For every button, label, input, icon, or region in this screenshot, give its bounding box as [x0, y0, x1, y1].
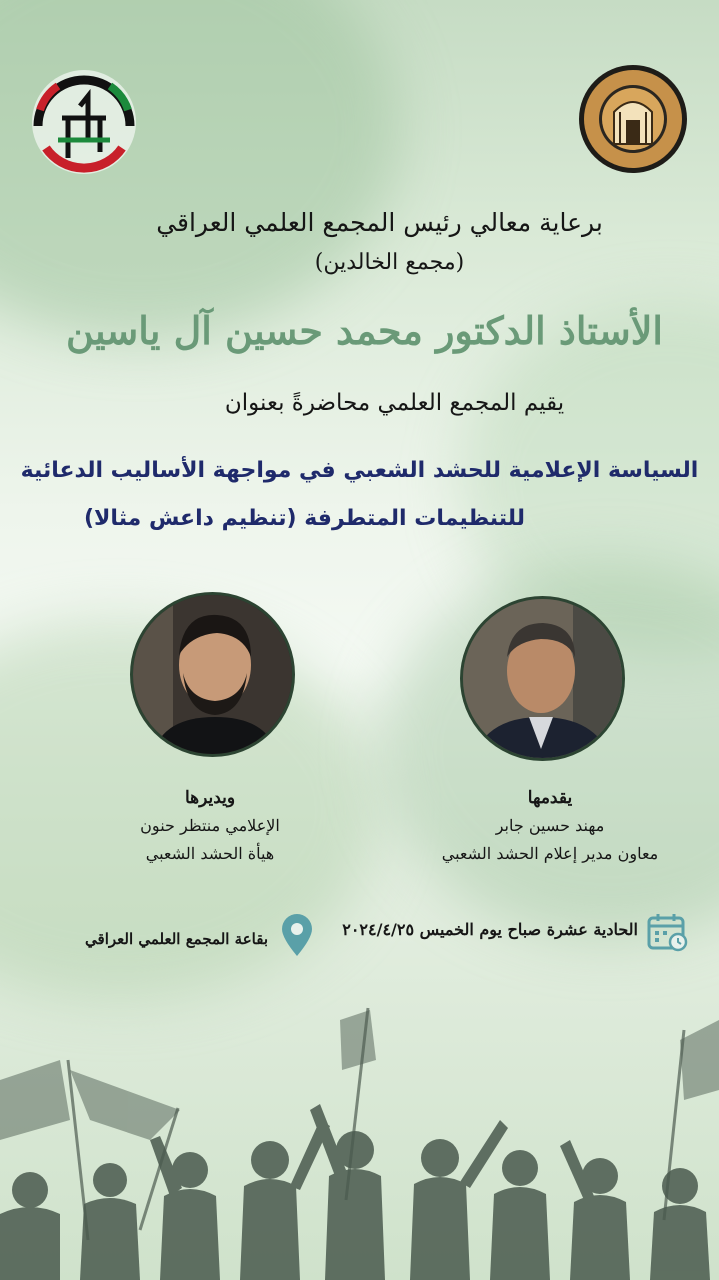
crowd-silhouette [0, 1000, 719, 1280]
presenter-photo [460, 596, 625, 761]
moderator-title: هيأة الحشد الشعبي [145, 844, 275, 863]
patronage-line: برعاية معالي رئيس المجمع العلمي العراقي [156, 208, 603, 237]
presenter-title: معاون مدير إعلام الحشد الشعبي [441, 844, 659, 863]
iraqi-academy-logo [576, 62, 690, 176]
lecture-title-line-1: السياسة الإعلامية للحشد الشعبي في مواجهة الأساليب الدعائية [20, 458, 699, 483]
presenter-role: يقدمها [527, 788, 573, 808]
patronage-subline: (مجمع الخالدين) [314, 250, 465, 275]
presenter-portrait [463, 599, 622, 758]
lecturer-name: الأستاذ الدكتور محمد حسين آل ياسين [66, 308, 663, 353]
moderator-portrait [133, 595, 292, 754]
calendar-icon [646, 912, 688, 952]
host-line: يقيم المجمع العلمي محاضرةً بعنوان [224, 390, 565, 416]
event-datetime: الحادية عشرة صباح يوم الخميس ٢٠٢٤/٤/٢٥ [342, 920, 638, 939]
moderator-photo [130, 592, 295, 757]
event-venue: بقاعة المجمع العلمي العراقي [85, 930, 268, 948]
academy-seal-icon [576, 62, 690, 176]
pmf-logo [28, 66, 140, 178]
lecture-title-line-2: للتنظيمات المتطرفة (تنظيم داعش مثالا) [84, 506, 525, 531]
moderator-block [80, 788, 340, 872]
event-details [0, 912, 719, 958]
location-pin-icon [276, 912, 318, 958]
moderator-name: الإعلامي منتظر حنون [140, 816, 280, 835]
presenter-name: مهند حسين جابر [495, 816, 605, 835]
moderator-role: ويديرها [184, 788, 236, 808]
crowd-with-flags-illustration [0, 1000, 719, 1280]
pmf-emblem-icon [28, 66, 140, 178]
presenter-block [415, 788, 685, 872]
